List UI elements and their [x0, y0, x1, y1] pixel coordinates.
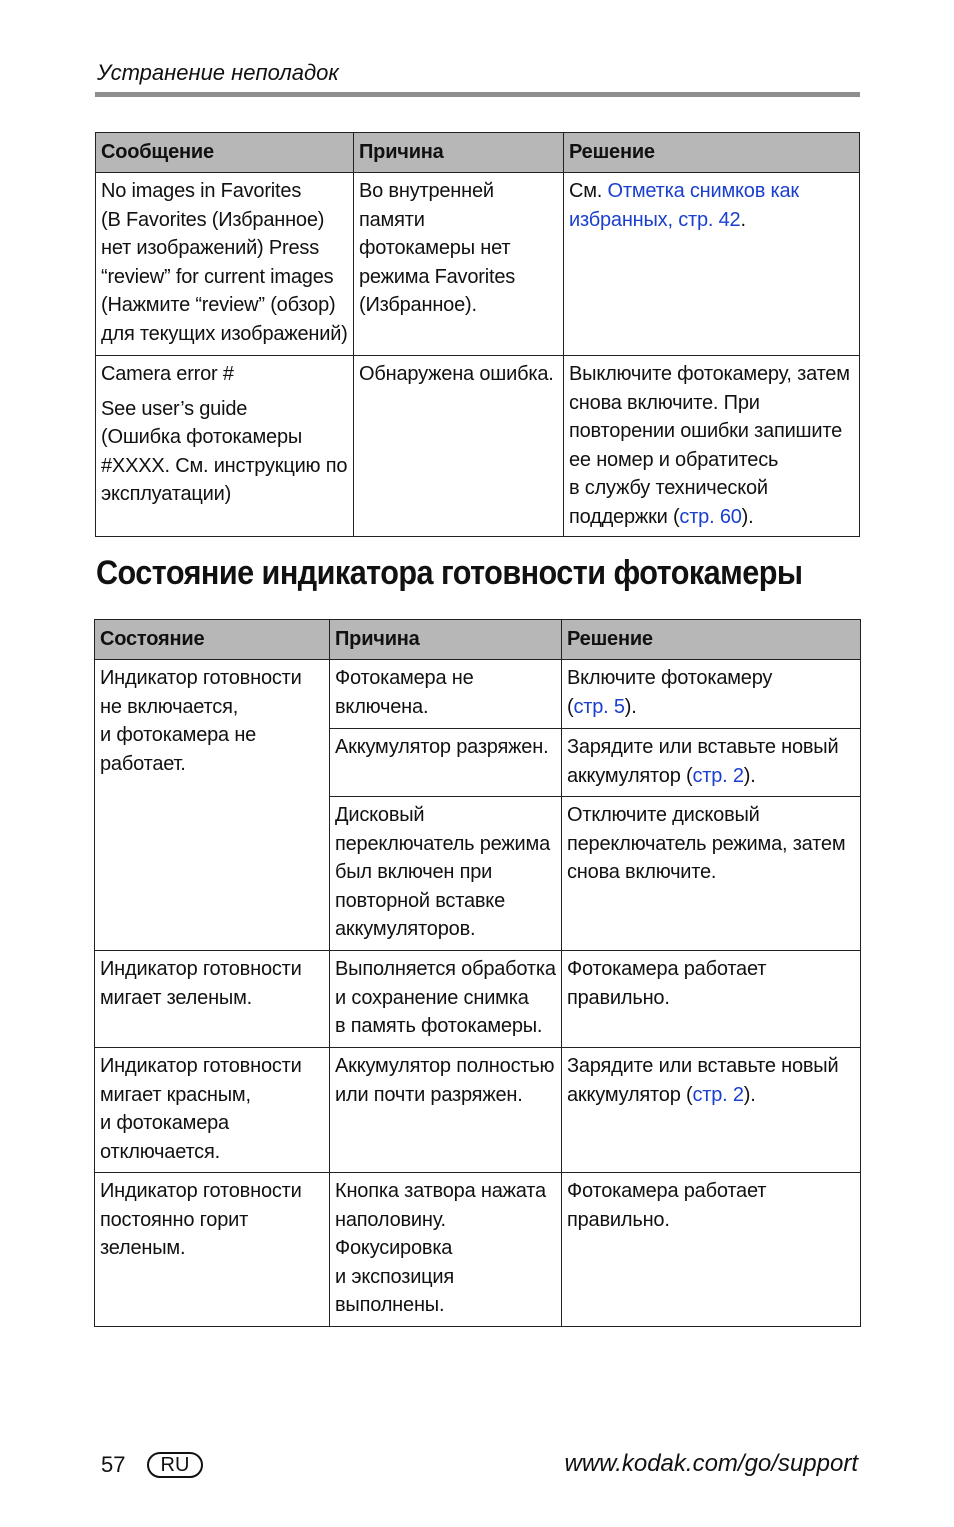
- solution-cell: [562, 729, 861, 797]
- cause-cell: [354, 356, 564, 537]
- table-row: [96, 356, 860, 537]
- cell-text: Аккумулятор полностью: [335, 1055, 555, 1077]
- page-link[interactable]: стр. 5: [573, 695, 625, 718]
- cell-text: See user’s guide: [101, 397, 248, 420]
- cell-text: отключается.: [100, 1140, 220, 1163]
- cell-text: в службу технической: [569, 477, 768, 499]
- cell-text: для текущих изображений): [101, 322, 348, 345]
- cell-text: аккумулятор (: [567, 1083, 693, 1106]
- solution-cell: [562, 951, 861, 1048]
- cell-text: в память фотокамеры.: [335, 1015, 543, 1037]
- cell-text: включена.: [335, 695, 429, 718]
- cause-cell: [330, 660, 562, 729]
- column-header: Причина: [354, 133, 564, 173]
- cause-cell: [330, 797, 562, 951]
- cell-text: нет изображений) Press: [101, 237, 319, 259]
- cell-text: снова включите. При: [569, 391, 760, 414]
- cell-text: работает.: [100, 752, 186, 775]
- cause-cell: [330, 729, 562, 797]
- cell-text: повторной вставке: [335, 889, 505, 912]
- cell-text: ).: [624, 695, 637, 718]
- language-badge: RU: [147, 1452, 203, 1478]
- support-url-link[interactable]: www.kodak.com/go/support: [564, 1450, 858, 1477]
- cell-text: Индикатор готовности: [100, 958, 302, 980]
- cell-text: переключатель режима, затем: [567, 832, 846, 855]
- cell-text: и сохранение снимка: [335, 986, 529, 1009]
- page-link[interactable]: стр. 60: [679, 505, 742, 528]
- cell-text: ).: [743, 764, 756, 787]
- cell-text: постоянно горит: [100, 1208, 249, 1231]
- cell-text: или почти разряжен.: [335, 1083, 523, 1106]
- solution-cell: [562, 1173, 861, 1327]
- state-cell: [95, 1173, 330, 1327]
- cell-text: “review” for current images: [101, 265, 334, 288]
- cell-text: Индикатор готовности: [100, 1180, 302, 1202]
- column-header: Решение: [562, 620, 861, 660]
- cell-text: (Ошибка фотокамеры: [101, 426, 303, 448]
- cell-text: мигает красным,: [100, 1083, 251, 1106]
- cell-text: .: [740, 208, 746, 231]
- cell-text: Индикатор готовности: [100, 667, 302, 689]
- cause-cell: [330, 1048, 562, 1173]
- cell-text: Зарядите или вставьте новый: [567, 1055, 839, 1077]
- state-cell: [95, 1048, 330, 1173]
- cell-text: (Избранное).: [359, 294, 477, 316]
- cell-text: поддержки (: [569, 505, 680, 528]
- page-link[interactable]: избранных, стр. 42: [569, 208, 741, 231]
- cell-text: Фотокамера не: [335, 667, 474, 689]
- cell-text: Дисковый: [335, 804, 425, 826]
- cell-text: выполнены.: [335, 1294, 445, 1316]
- cell-text: Аккумулятор разряжен.: [335, 736, 549, 758]
- cell-text: Выключите фотокамеру, затем: [569, 363, 850, 385]
- cell-text: Индикатор готовности: [100, 1055, 302, 1077]
- page-link[interactable]: Отметка снимков как: [607, 180, 799, 202]
- table-row: [95, 1048, 861, 1173]
- cell-text: No images in Favorites: [101, 180, 302, 202]
- cell-text: был включен при: [335, 861, 493, 883]
- cell-text: зеленым.: [100, 1237, 186, 1259]
- state-cell: [95, 951, 330, 1048]
- page-number: 57: [101, 1452, 126, 1477]
- table-row: [95, 660, 861, 729]
- table-row: [96, 173, 860, 356]
- page-link[interactable]: стр. 2: [692, 764, 744, 787]
- page-link[interactable]: стр. 2: [692, 1083, 744, 1106]
- cell-text: Во внутренней памяти: [359, 180, 494, 231]
- running-header: Устранение неполадок: [97, 60, 339, 85]
- table-row: [95, 1173, 861, 1327]
- cause-cell: [330, 951, 562, 1048]
- cell-text: См.: [569, 180, 608, 202]
- solution-cell: [562, 660, 861, 729]
- ready-indicator-table: [94, 619, 861, 1327]
- section-heading: Состояние индикатора готовности фотокамеры: [96, 554, 803, 592]
- table-header-row: [95, 620, 861, 660]
- cell-text: Camera error #: [101, 363, 234, 385]
- cell-text: снова включите.: [567, 861, 717, 883]
- cell-text: аккумуляторов.: [335, 918, 476, 940]
- cell-text: Фокусировка: [335, 1237, 453, 1259]
- cell-text: Обнаружена ошибка.: [359, 363, 554, 385]
- cell-text: правильно.: [567, 1208, 670, 1231]
- cell-text: (Нажмите “review” (обзор): [101, 294, 336, 316]
- cell-text: (: [567, 695, 574, 718]
- solution-cell: [564, 356, 860, 537]
- cell-text: Фотокамера работает: [567, 1180, 767, 1202]
- table-header-row: [96, 133, 860, 173]
- cell-text: #XXXX. См. инструкцию по: [101, 454, 348, 477]
- cell-text: и экспозиция: [335, 1265, 455, 1288]
- message-cell: [96, 173, 354, 356]
- cell-text: Кнопка затвора нажата: [335, 1180, 546, 1202]
- column-header: Решение: [564, 133, 860, 173]
- message-cell: [96, 356, 354, 537]
- column-header: Причина: [330, 620, 562, 660]
- header-rule: [95, 92, 860, 97]
- cell-text: режима Favorites: [359, 265, 516, 288]
- cell-text: Зарядите или вставьте новый: [567, 736, 839, 758]
- cell-text: ее номер и обратитесь: [569, 448, 779, 471]
- cell-text: повторении ошибки запишите: [569, 420, 843, 442]
- cell-text: переключатель режима: [335, 832, 550, 855]
- column-header: Сообщение: [96, 133, 354, 173]
- state-cell: [95, 660, 330, 951]
- error-messages-table: [95, 132, 860, 537]
- cell-text: Включите фотокамеру: [567, 667, 773, 689]
- table-row: [95, 951, 861, 1048]
- cell-text: аккумулятор (: [567, 764, 693, 787]
- cell-text: правильно.: [567, 986, 670, 1009]
- cause-cell: [330, 1173, 562, 1327]
- cell-text: наполовину.: [335, 1208, 446, 1231]
- cell-text: ).: [741, 505, 754, 528]
- cell-text: ).: [743, 1083, 756, 1106]
- cell-text: Выполняется обработка: [335, 958, 556, 980]
- cell-text: (В Favorites (Избранное): [101, 208, 325, 231]
- cell-text: мигает зеленым.: [100, 986, 253, 1009]
- cell-text: и фотокамера: [100, 1112, 229, 1134]
- cell-text: и фотокамера не: [100, 724, 257, 746]
- cell-text: не включается,: [100, 695, 239, 718]
- solution-cell: [564, 173, 860, 356]
- solution-cell: [562, 797, 861, 951]
- column-header: Состояние: [95, 620, 330, 660]
- cell-text: фотокамеры нет: [359, 237, 511, 259]
- cell-text: Фотокамера работает: [567, 958, 767, 980]
- cell-text: эксплуатации): [101, 483, 232, 505]
- solution-cell: [562, 1048, 861, 1173]
- cause-cell: [354, 173, 564, 356]
- cell-text: Отключите дисковый: [567, 804, 760, 826]
